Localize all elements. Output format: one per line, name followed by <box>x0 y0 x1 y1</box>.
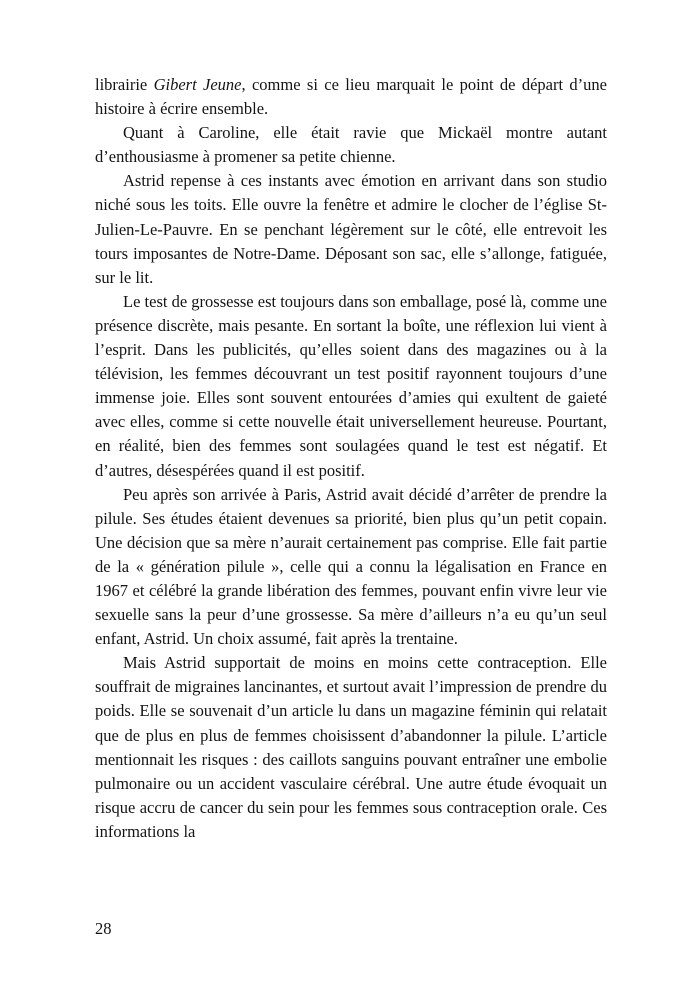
paragraph: Peu après son arrivée à Paris, Astrid avait décidé d’arrêter de prendre la pilule. Ses études étaient devenues sa priorité, bien plus qu’un petit copain. Une décision que sa mère n’aurait certainement pas comprise. Elle fait partie de la « génération pilule », celle qui a connu la légalisation en France en 1967 et célébré la grande libération des femmes, pouvant enfin vivre leur vie sexuelle sans la peur d’une grossesse. Sa mère d’ailleurs n’a eu qu’un seul enfant, Astrid. Un choix assumé, fait après la trentaine. <box>95 484 607 649</box>
paragraph: Quant à Caroline, elle était ravie que Mickaël montre autant d’enthousiasme à promener sa petite chienne. <box>95 123 607 167</box>
book-title-italic: Gibert Jeune <box>153 75 242 94</box>
paragraph: Le test de grossesse est toujours dans son emballage, posé là, comme une présence discrète, mais pesante. En sortant la boîte, une réflexion lui vient à l’esprit. Dans les publicités, qu’elles soient dans des magazines ou à la télévision, les femmes découvrant un test positif rayonnent toujours d’une immense joie. Elles sont souvent entourées d’amies qui exultent de gaieté avec elles, comme si cette nouvelle était universellement heureuse. Pourtant, en réalité, bien des femmes sont soulagées quand le test est négatif. Et d’autres, désespérées quand il est positif. <box>95 291 607 480</box>
paragraph: Mais Astrid supportait de moins en moins cette contraception. Elle souffrait de migraines lancinantes, et surtout avait l’impression de prendre du poids. Elle se souvenait d’un article lu dans un magazine féminin qui relatait que de plus en plus de femmes choisissent d’abandonner la pilule. L’article mentionnait les risques : des caillots sanguins pouvant entraîner une embolie pulmonaire ou un accident vasculaire cérébral. Une autre étude évoquait un risque accru de cancer du sein pour les femmes sous contraception orale. Ces informations la <box>95 653 607 841</box>
text-run: , comme si ce lieu marquait le point de départ d’une histoire à écrire ensemble. <box>95 75 607 119</box>
paragraph: Astrid repense à ces instants avec émotion en arrivant dans son studio niché sous les toits. Elle ouvre la fenêtre et admire le clocher de l’église St-Julien-Le-Pauvre. En se penchant légèrement sur le côté, elle entrevoit les tours imposantes de Notre-Dame. Déposant son sac, elle s’allonge, fatiguée, sur le lit. <box>95 171 607 287</box>
page-text <box>95 73 607 844</box>
page-number: 28 <box>95 919 112 938</box>
paragraph <box>95 73 607 121</box>
text-run: librairie <box>95 75 154 94</box>
